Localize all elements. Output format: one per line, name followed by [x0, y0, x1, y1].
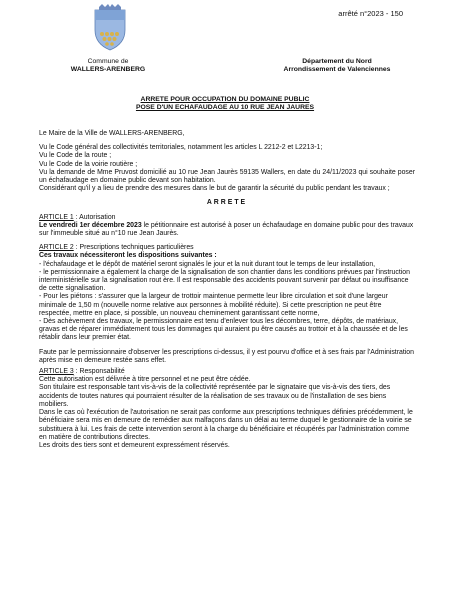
commune-block	[58, 58, 158, 74]
article-3-label: ARTICLE 3	[39, 368, 74, 376]
coat-of-arms-icon	[90, 4, 130, 52]
article-3-heading	[39, 368, 415, 376]
commune-label: Commune de	[87, 58, 129, 65]
vu-line-3: Vu le Code de la voirie routière ;	[39, 160, 138, 168]
considerant-line: Considérant qu'il y a lieu de prendre des mesures dans le but de garantir la sécurité du public pendant les travaux ;	[39, 185, 390, 193]
department-block	[262, 58, 412, 74]
article-2-para-5: Faute par le permissionnaire d'observer les prescriptions ci-dessus, il y est pourvu d'office et à ses frais par l'Administration après mise en demeure restée sans effet.	[39, 348, 414, 364]
article-2-para-4: - Dès achèvement des travaux, le permissionnaire est tenu d'enlever tous les décombres, terre, dépôts, de matériaux, gravas et de réparer immédiatement tous les dommages qui auraient pu être causés au trottoir et à la chaussée et de les rétablir dans leur premier état.	[39, 318, 408, 342]
title-line-1: ARRETE POUR OCCUPATION DU DOMAINE PUBLIC	[140, 96, 310, 103]
article-2-para-1: - l'échafaudage et le dépôt de matériel seront signalés le jour et la nuit durant tout le temps de leur installation,	[39, 260, 376, 268]
article-2-para-2: - le permissionnaire a également la charge de la signalisation de son chantier dans les conditions prévues par l'instruction interministérielle sur la signalisation rout ère. Il est responsable des accidents pouvant survenir par défaut ou insuffisance de cette signalisation.	[39, 268, 410, 293]
article-3-title: : Responsabilité	[73, 368, 125, 376]
commune-name: WALLERS-ARENBERG	[70, 66, 146, 73]
article-3-para-1: Cette autorisation est délivrée à titre personnel et ne peut être cédée.	[39, 376, 251, 384]
article-2-title: : Prescriptions techniques particulières	[73, 244, 194, 252]
vu-line-4: Vu la demande de Mme Pruvost domicilié au 10 rue Jean Jaurès 59135 Wallers, en date du 24/11/2023 qui souhaite poser un échafaudage en domaine public devant son habitation.	[39, 168, 415, 185]
vu-line-1: Vu le Code général des collectivités territoriales, notamment les articles L 2212-2 et L2213-1;	[39, 144, 323, 152]
arrondissement-name: Arrondissement de Valenciennes	[283, 66, 391, 73]
document-body	[39, 130, 415, 450]
document-title	[0, 96, 450, 112]
maire-line: Le Maire de la Ville de WALLERS-ARENBERG,	[39, 130, 185, 137]
vu-line-2: Vu le Code de la route ;	[39, 152, 112, 160]
article-3-para-3: Dans le cas où l'exécution de l'autorisation ne serait pas conforme aux prescriptions techniques définies précédemment, le bénéficiaire sera mis en demeure de remédier aux malfaçons dans un délai au terme duquel le gestionnaire de la voirie se substituera à lui. Les frais de cette intervention seront à la charge du bénéficiaire et récupérés par l'administration comme en matière de contributions directes.	[39, 409, 413, 441]
article-2-para-3: - Pour les piétons : s'assurer que la largeur de trottoir maintenue permette leur libre circulation et soit d'une largeur minimale de 1,50 m (nouvelle norme relative aux personnes à mobilité réduite). Si cette prescription ne peut être respectée, mettre en place, si possible, un nouveau cheminement garantissant cette norme,	[39, 293, 388, 317]
arrete-number: arrêté n°2023 - 150	[338, 9, 403, 18]
article-1-title: : Autorisation	[73, 213, 116, 221]
article-1-date: Le vendredi 1er décembre 2023	[39, 221, 142, 229]
department-name: Département du Nord	[302, 58, 372, 65]
article-2-subheading: Ces travaux nécessiteront les dispositions suivantes :	[39, 252, 217, 260]
article-3-para-2: Son titulaire est responsable tant vis-à-vis de la collectivité représentée par le signataire que vis-à-vis des tiers, des accidents de toutes natures qui pourraient résulter de la réalisation de ses travaux ou de l'installation de ses biens mobiliers.	[39, 384, 391, 408]
article-2-label: ARTICLE 2	[39, 244, 74, 252]
article-1-text	[39, 222, 415, 238]
article-1-body: le pétitionnaire est autorisé à poser un échafaudage en domaine public pour des travaux sur l'immeuble situé au n°10 rue Jean Jaurès.	[39, 221, 414, 238]
article-1-label: ARTICLE 1	[39, 213, 74, 221]
article-2-heading	[39, 244, 415, 252]
article-3-para-4: Les droits des tiers sont et demeurent expressément réservés.	[39, 441, 230, 449]
article-1-heading	[39, 214, 415, 222]
title-line-2: POSE D'UN ECHAFAUDAGE AU 10 RUE JEAN JAURES	[135, 104, 315, 111]
arrete-heading: ARRETE	[206, 199, 248, 207]
